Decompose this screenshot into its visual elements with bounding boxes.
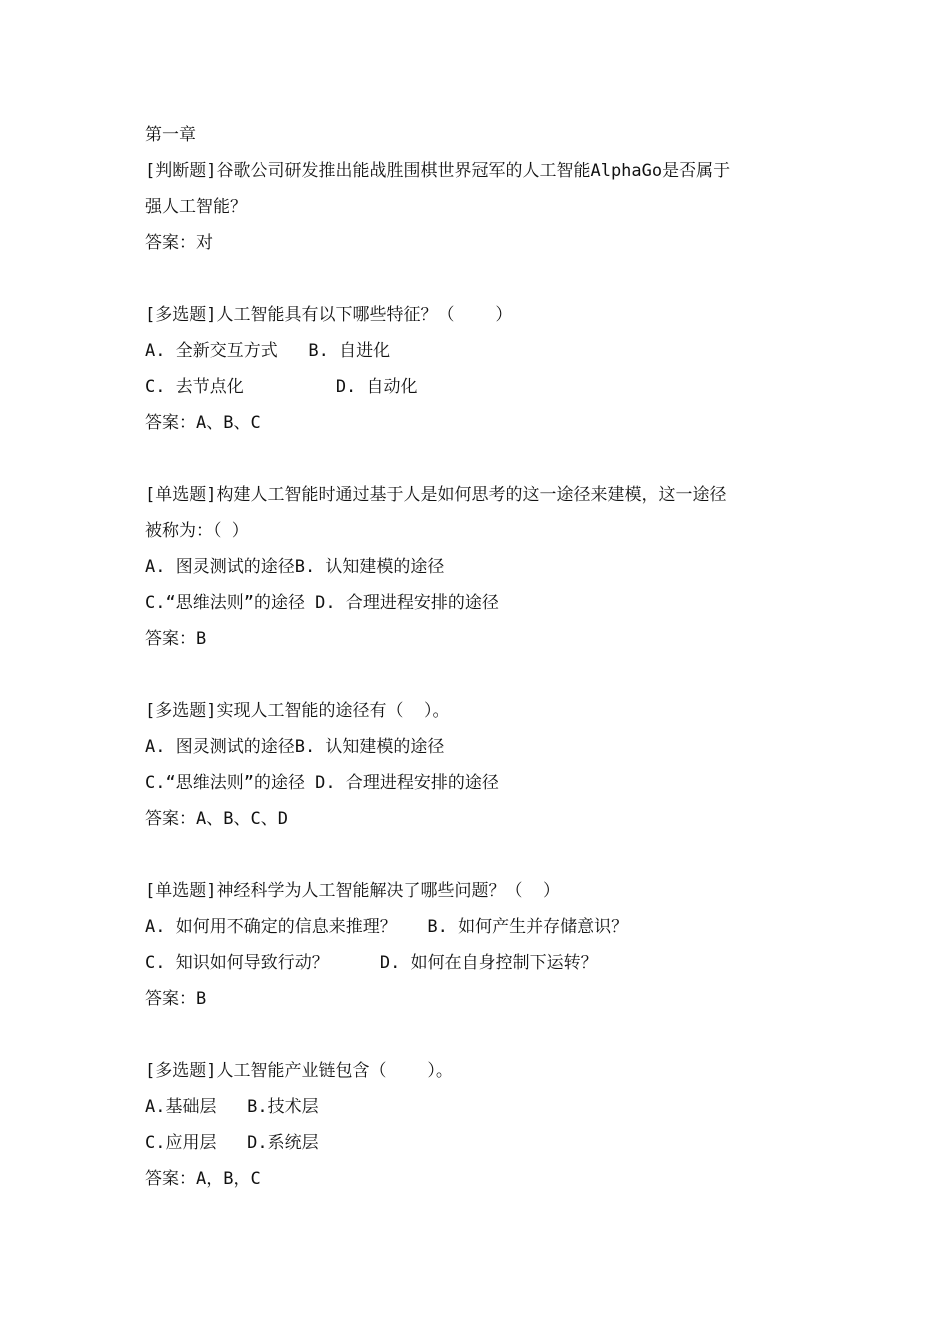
answer-line: 答案：A、B、C、D (145, 809, 288, 829)
option-line: C. 去节点化 D. 自动化 (145, 377, 418, 397)
question-3 (145, 477, 805, 657)
option-line: A. 如何用不确定的信息来推理？ B. 如何产生并存储意识？ (145, 917, 629, 937)
question-2 (145, 297, 805, 441)
option-line: C. 知识如何导致行动？ D. 如何在自身控制下运转？ (145, 953, 598, 973)
answer-line: 答案：对 (145, 233, 213, 253)
question-stem-line: 被称为：（ ） (145, 521, 249, 541)
spacer (145, 441, 805, 477)
answer-line: 答案：A，B，C (145, 1169, 261, 1189)
answer-line: 答案：A、B、C (145, 413, 261, 433)
question-stem-line: 强人工智能？ (145, 197, 247, 217)
chapter-title: 第一章 (145, 125, 196, 145)
question-5 (145, 873, 805, 1017)
answer-line: 答案：B (145, 629, 207, 649)
question-stem-line: [单选题]神经科学为人工智能解决了哪些问题？（ ） (145, 881, 560, 901)
question-stem-line: [判断题]谷歌公司研发推出能战胜围棋世界冠军的人工智能AlphaGo是否属于 (145, 161, 731, 181)
option-line: C.应用层 D.系统层 (145, 1133, 319, 1153)
option-line: A. 图灵测试的途径B. 认知建模的途径 (145, 737, 445, 757)
spacer (145, 1017, 805, 1053)
option-line: A. 图灵测试的途径B. 认知建模的途径 (145, 557, 445, 577)
question-4 (145, 693, 805, 837)
answer-line: 答案：B (145, 989, 207, 1009)
spacer (145, 837, 805, 873)
spacer (145, 657, 805, 693)
question-stem-line: [单选题]构建人工智能时通过基于人是如何思考的这一途径来建模，这一途径 (145, 485, 727, 505)
option-line: C.“思维法则”的途径 D. 合理进程安排的途径 (145, 773, 499, 793)
option-line: A.基础层 B.技术层 (145, 1097, 319, 1117)
question-1 (145, 153, 805, 261)
question-stem-line: [多选题]人工智能产业链包含（ ）。 (145, 1061, 453, 1081)
question-stem-line: [多选题]人工智能具有以下哪些特征？（ ） (145, 305, 513, 325)
document-body (145, 117, 805, 1197)
question-6 (145, 1053, 805, 1197)
question-stem-line: [多选题]实现人工智能的途径有（ ）。 (145, 701, 450, 721)
spacer (145, 261, 805, 297)
option-line: C.“思维法则”的途径 D. 合理进程安排的途径 (145, 593, 499, 613)
option-line: A. 全新交互方式 B. 自进化 (145, 341, 391, 361)
